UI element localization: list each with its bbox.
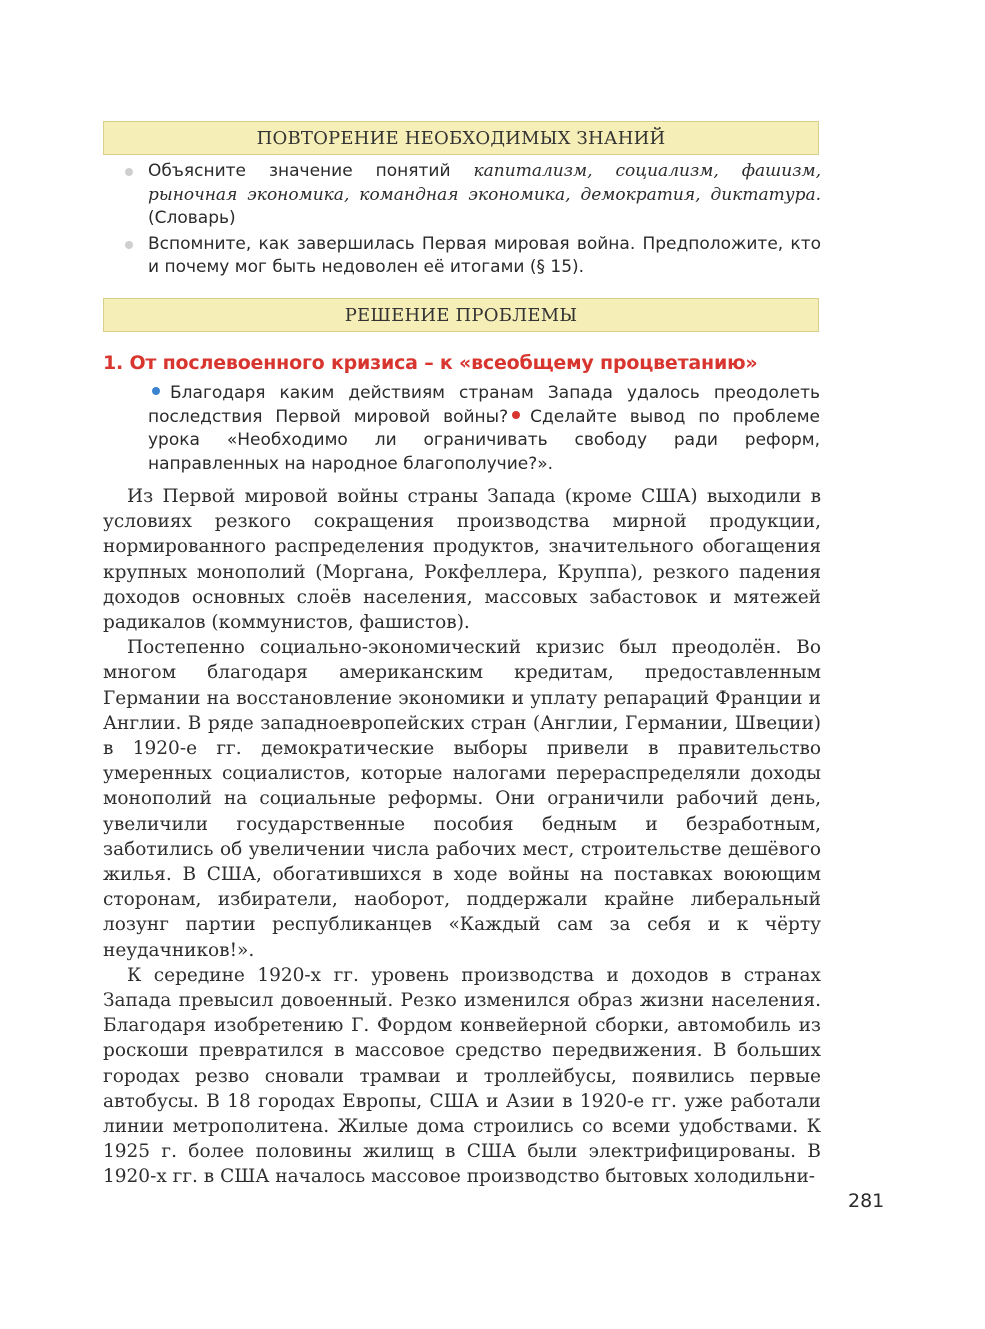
review-item-terms: капитализм, социализм, фашизм, рыночная экономика, командная экономика, демократия, диктатура. — [148, 161, 821, 205]
task-conclusion: Сделайте вывод по проблеме урока «Необходимо ли ограничивать свободу ради реформ, направленных на народное благополучие?». — [148, 406, 820, 474]
section-heading: 1. От послевоенного кризиса – к «всеобщему процветанию» — [103, 352, 758, 374]
paragraph: Из Первой мировой войны страны Запада (кроме США) выходили в условиях резкого сокращения производства мирной продукции, нормированного распределения продуктов, значительного обогащения крупных монополий (Моргана, Рокфеллера, Круппа), резкого падения доходов основных слоёв населения, массовых забастовок и мятежей радикалов (коммунистов, фашистов). — [103, 486, 821, 634]
review-item-war — [103, 233, 821, 280]
review-item-lead: Объясните значение понятий — [148, 161, 474, 181]
review-item-tail: (Словарь) — [148, 208, 236, 228]
review-item-text: Вспомните, как завершилась Первая мировая война. Предположите, кто и почему мог быть недоволен её итогами (§ 15). — [148, 233, 821, 277]
red-dot-icon — [512, 411, 520, 419]
paragraph: К середине 1920-х гг. уровень производства и доходов в странах Запада превысил довоенный. Резко изменился образ жизни населения. Благодаря изобретению Г. Фордом конвейерной сборки, автомобиль из роскоши превратился в массовое средство передвижения. В больших городах резво сновали трамваи и троллейбусы, появились первые автобусы. В 18 городах Европы, США и Азии в 1920-е гг. уже работали линии метрополитена. Жилые дома строились со всеми удобствами. К 1925 г. более половины жилищ в США были электрифицированы. В 1920-х гг. в США началось массовое производство бытовых холодильни- — [103, 964, 821, 1188]
review-list — [103, 160, 821, 282]
review-item-concepts — [103, 160, 821, 231]
review-banner: ПОВТОРЕНИЕ НЕОБХОДИМЫХ ЗНАНИЙ — [103, 121, 819, 155]
paragraph: Постепенно социально-экономический кризис был преодолён. Во многом благодаря американским кредитам, предоставленным Германии на восстановление экономики и уплату репараций Франции и Англии. В ряде западноевропейских стран (Англии, Германии, Швеции) в 1920-е гг. демократические выборы привели в правительство умеренных социалистов, которые налогами перераспределяли доходы монополий на социальные реформы. Они ограничили рабочий день, увеличили государственные пособия бедным и безработным, заботились об увеличении числа рабочих мест, строительстве дешёвого жилья. В США, обогатившихся в ходе войны на поставках воюющим сторонам, избиратели, наоборот, поддержали крайне либеральный лозунг партии республиканцев «Каждый сам за себя и к чёрту неудачников!». — [103, 637, 821, 961]
page-number: 281 — [848, 1190, 885, 1212]
task-question: Благодаря каким действиям странам Запада удалось преодолеть последствия Первой мировой войны? — [148, 383, 820, 427]
body-text — [103, 484, 821, 1190]
problem-banner: РЕШЕНИЕ ПРОБЛЕМЫ — [103, 298, 819, 332]
lesson-task — [148, 382, 820, 476]
bullet-icon — [125, 241, 133, 249]
blue-dot-icon — [152, 387, 160, 395]
bullet-icon — [125, 168, 133, 176]
